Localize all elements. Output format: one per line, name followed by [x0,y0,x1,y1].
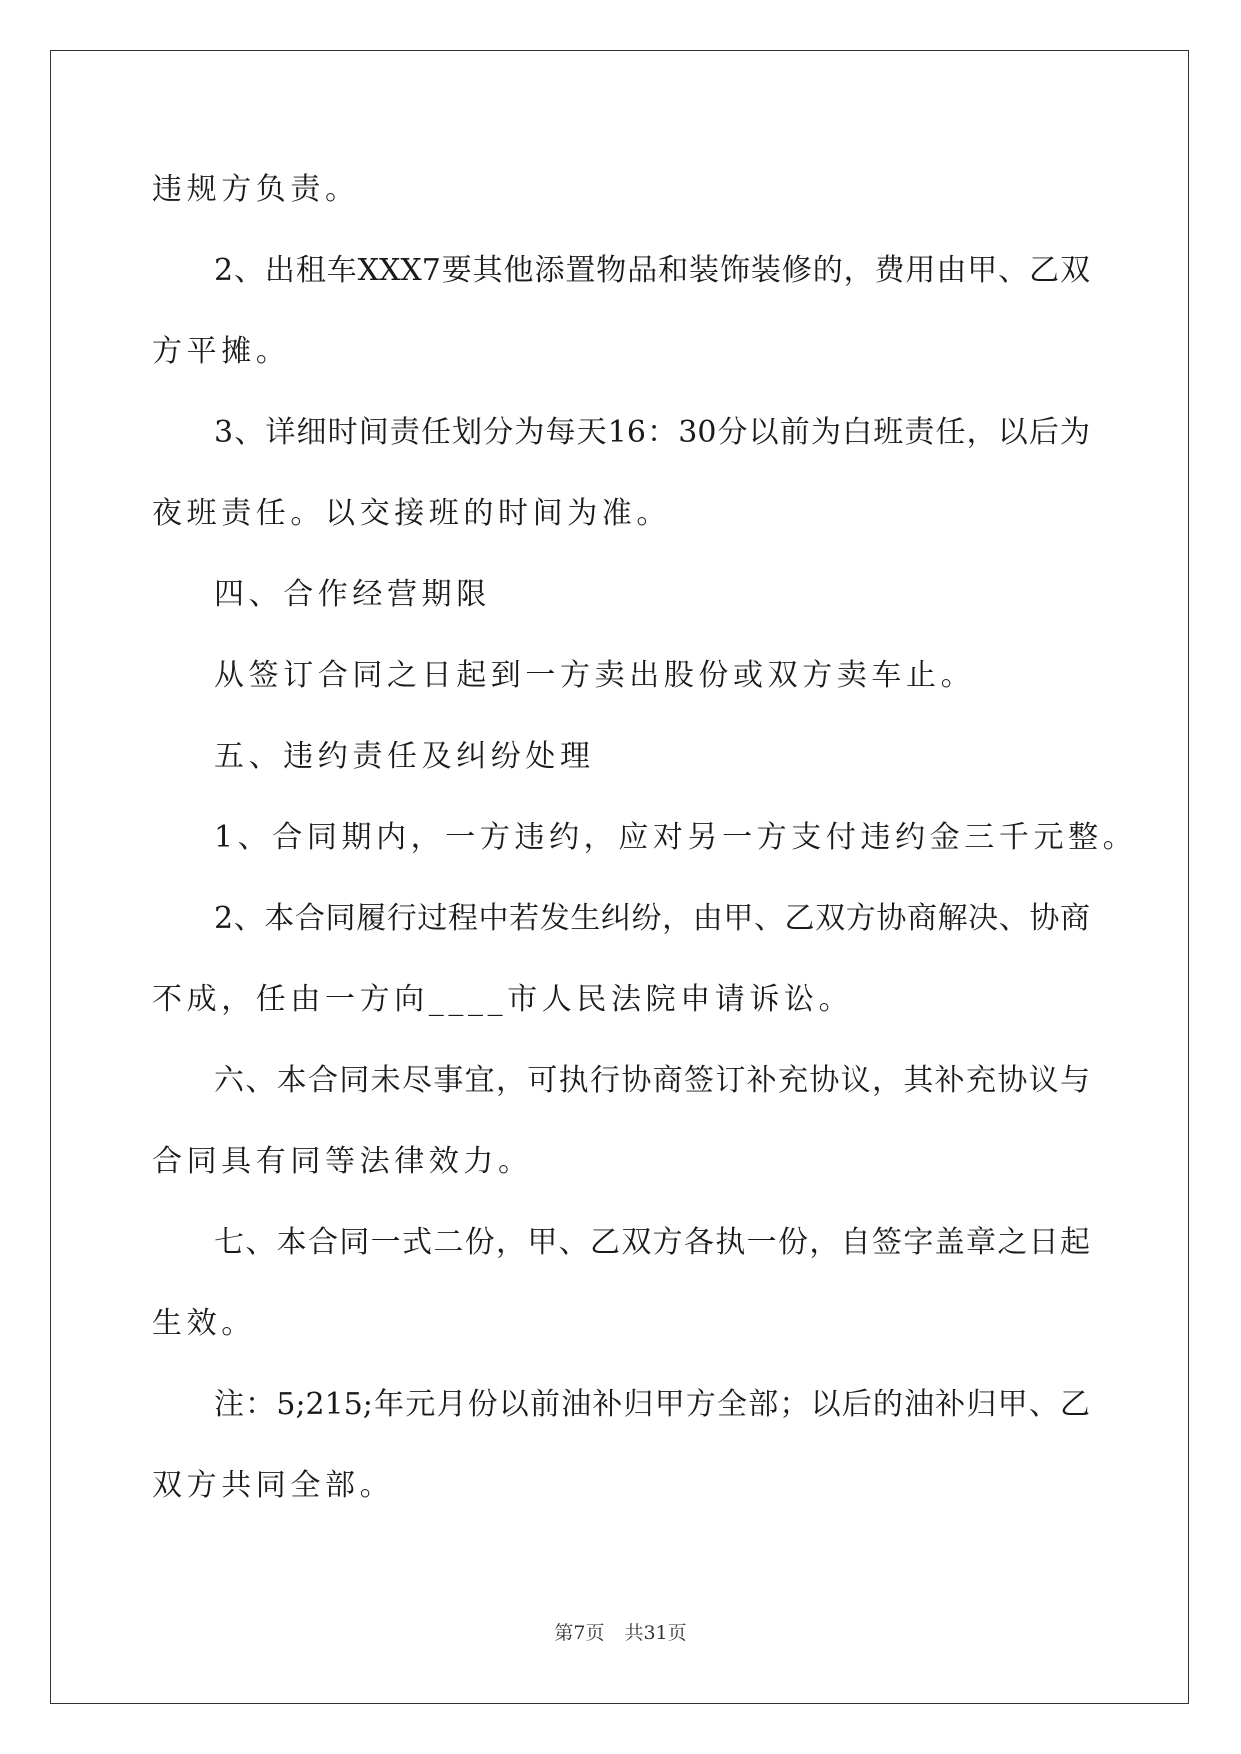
page-number: 第7页 [554,1622,605,1644]
page-border [50,50,1189,1704]
paragraph-line: 注：5;215;年元月份以前油补归甲方全部；以后的油补归甲、乙 [214,1387,1090,1422]
paragraph-line: 方平摊。 [152,334,291,369]
paragraph-line: 双方共同全部。 [152,1468,395,1503]
paragraph-line: 2、本合同履行过程中若发生纠纷，由甲、乙双方协商解决、协商 [214,901,1090,936]
paragraph-line: 从签订合同之日起到一方卖出股份或双方卖车止。 [214,658,976,693]
section-heading: 五、违约责任及纠纷处理 [214,739,595,774]
paragraph-line: 夜班责任。以交接班的时间为准。 [152,496,671,531]
paragraph-line: 1、合同期内，一方违约，应对另一方支付违约金三千元整。 [214,820,1138,855]
page-total: 共31页 [624,1622,687,1644]
paragraph-line: 违规方负责。 [152,172,360,207]
paragraph-line: 六、本合同未尽事宜，可执行协商签订补充协议，其补充协议与 [214,1063,1090,1098]
paragraph-line: 3、详细时间责任划分为每天16：30分以前为白班责任，以后为 [214,415,1090,450]
page-footer [0,1620,1241,1646]
paragraph-line: 七、本合同一式二份，甲、乙双方各执一份，自签字盖章之日起 [214,1225,1090,1260]
paragraph-line: 2、出租车XXX7要其他添置物品和装饰装修的，费用由甲、乙双 [214,253,1090,288]
paragraph-line: 不成，任由一方向____市人民法院申请诉讼。 [152,982,854,1017]
paragraph-line: 生效。 [152,1306,256,1341]
paragraph-line: 合同具有同等法律效力。 [152,1144,533,1179]
section-heading: 四、合作经营期限 [214,577,491,612]
